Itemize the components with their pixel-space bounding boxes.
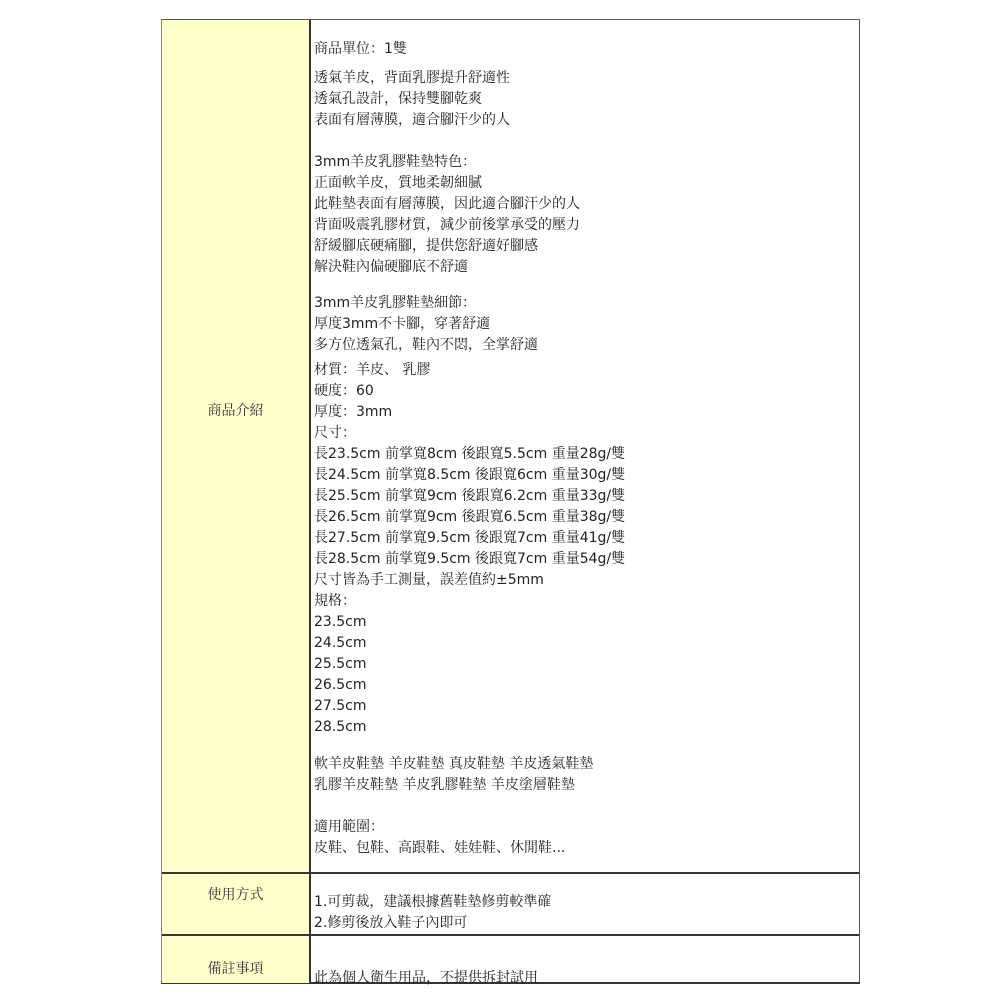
intro-line: 材質：羊皮、 乳膠 — [314, 362, 431, 378]
intro-line: 尺寸： — [314, 425, 356, 441]
intro-line: 背面吸震乳膠材質，減少前後掌承受的壓力 — [314, 217, 580, 233]
intro-line: 透氣孔設計，保持雙腳乾爽 — [314, 91, 482, 107]
intro-line: 尺寸皆為手工測量，誤差值約±5mm — [314, 572, 544, 588]
intro-line: 23.5cm — [314, 614, 367, 630]
intro-row — [162, 20, 859, 874]
intro-line: 26.5cm — [314, 677, 367, 693]
intro-line: 長26.5cm 前掌寬9cm 後跟寬6.5cm 重量38g/雙 — [314, 509, 626, 525]
intro-label-cell — [162, 20, 311, 872]
intro-line: 乳膠羊皮鞋墊 羊皮乳膠鞋墊 羊皮塗層鞋墊 — [314, 777, 575, 793]
intro-line: 3mm羊皮乳膠鞋墊特色： — [314, 154, 477, 170]
intro-line: 長24.5cm 前掌寬8.5cm 後跟寬6cm 重量30g/雙 — [314, 467, 626, 483]
notes-label: 備註事項 — [207, 961, 264, 977]
intro-line: 表面有層薄膜，適合腳汗少的人 — [314, 112, 510, 128]
intro-line: 多方位透氣孔，鞋內不悶，全掌舒適 — [314, 337, 538, 353]
usage-row — [162, 874, 859, 936]
intro-line: 長23.5cm 前掌寬8cm 後跟寬5.5cm 重量28g/雙 — [314, 446, 626, 462]
intro-line: 厚度3mm不卡腳，穿著舒適 — [314, 316, 491, 332]
notes-line: 此為個人衛生用品，不提供拆封試用 — [314, 970, 538, 986]
notes-label-cell — [162, 936, 311, 983]
intro-line: 24.5cm — [314, 635, 367, 651]
intro-line: 透氣羊皮，背面乳膠提升舒適性 — [314, 70, 510, 86]
intro-label: 商品介紹 — [207, 403, 264, 419]
intro-line: 商品單位：1雙 — [314, 41, 407, 57]
usage-label-cell — [162, 874, 311, 934]
product-spec-table — [161, 19, 860, 984]
intro-line: 25.5cm — [314, 656, 367, 672]
intro-line: 厚度：3mm — [314, 404, 393, 420]
intro-line: 軟羊皮鞋墊 羊皮鞋墊 真皮鞋墊 羊皮透氣鞋墊 — [314, 756, 594, 772]
intro-line: 長25.5cm 前掌寬9cm 後跟寬6.2cm 重量33g/雙 — [314, 488, 626, 504]
intro-line: 硬度：60 — [314, 383, 374, 399]
usage-line: 2.修剪後放入鞋子內即可 — [314, 915, 468, 931]
notes-row — [162, 936, 859, 986]
intro-line: 規格： — [314, 593, 356, 609]
intro-line: 正面軟羊皮，質地柔韌細膩 — [314, 175, 482, 191]
notes-content-cell — [313, 936, 859, 986]
intro-line: 適用範圍： — [314, 819, 384, 835]
intro-line: 3mm羊皮乳膠鞋墊細節： — [314, 295, 477, 311]
intro-line: 舒緩腳底硬痛腳，提供您舒適好腳感 — [314, 238, 538, 254]
intro-content-cell — [313, 20, 859, 872]
intro-line: 長28.5cm 前掌寬9.5cm 後跟寬7cm 重量54g/雙 — [314, 551, 626, 567]
usage-content-cell — [313, 874, 859, 934]
usage-label: 使用方式 — [207, 887, 264, 903]
intro-line: 解決鞋內偏硬腳底不舒適 — [314, 259, 468, 275]
intro-line: 此鞋墊表面有層薄膜，因此適合腳汗少的人 — [314, 196, 580, 212]
usage-line: 1.可剪裁，建議根據舊鞋墊修剪較準確 — [314, 894, 552, 910]
intro-line: 27.5cm — [314, 698, 367, 714]
intro-line: 28.5cm — [314, 719, 367, 735]
intro-line: 長27.5cm 前掌寬9.5cm 後跟寬7cm 重量41g/雙 — [314, 530, 626, 546]
intro-line: 皮鞋、包鞋、高跟鞋、娃娃鞋、休閒鞋... — [314, 840, 566, 856]
